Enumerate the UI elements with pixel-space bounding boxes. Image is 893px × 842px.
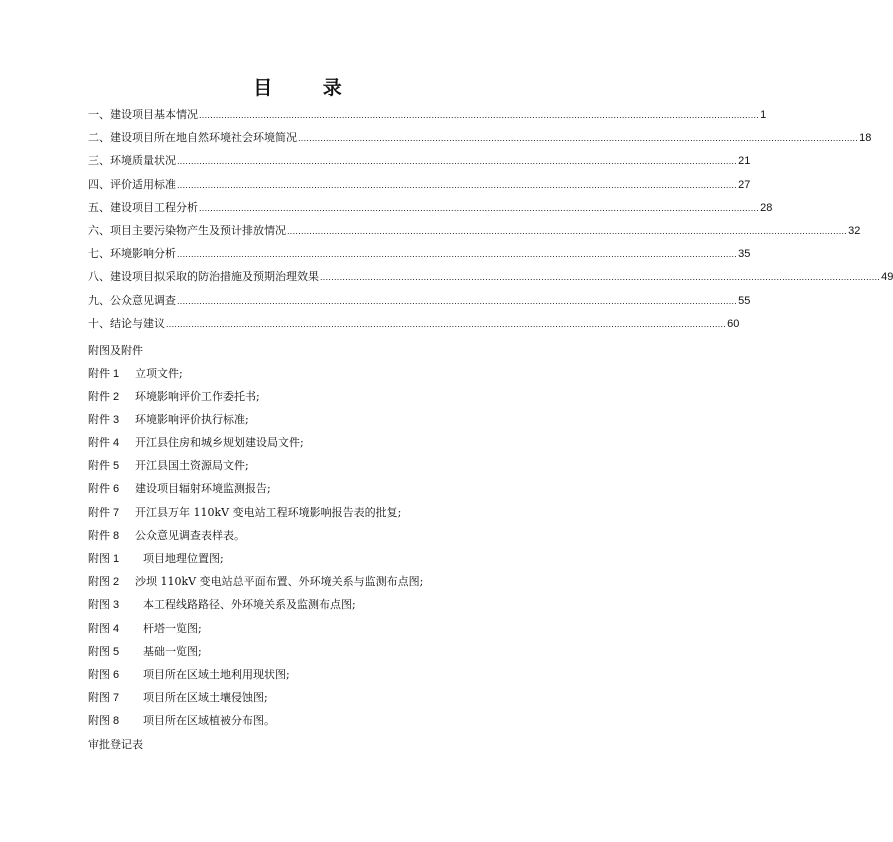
toc-leader-dots: ........................................................................................................................................................................................................ <box>166 318 727 329</box>
toc-leader-dots: ........................................................................................................................................................................................................ <box>298 133 859 144</box>
figure-item <box>88 643 202 659</box>
toc-entry-label: 七、环境影响分析 <box>88 247 176 261</box>
attachment-text: 开江县万年 110kV 变电站工程环境影响报告表的批复; <box>135 506 402 519</box>
toc-entry-page: 35 <box>738 248 751 261</box>
figure-text: 项目所在区域土地利用现状图; <box>143 668 290 681</box>
figure-item <box>88 550 224 566</box>
figure-text: 沙坝 110kV 变电站总平面布置、外环境关系与监测布点图; <box>135 575 424 588</box>
figure-text: 本工程线路路径、外环境关系及监测布点图; <box>143 598 356 611</box>
attachment-item <box>88 434 304 450</box>
attachment-text: 立项文件; <box>135 367 183 380</box>
figure-text: 项目地理位置图; <box>143 552 224 565</box>
toc-entry[interactable] <box>88 315 740 338</box>
attachment-item <box>88 504 401 520</box>
attachment-text: 开江县国土资源局文件; <box>135 459 249 472</box>
figure-item <box>88 666 290 682</box>
toc-entry[interactable] <box>88 199 773 222</box>
figure-item <box>88 689 268 705</box>
toc-leader-dots: ........................................................................................................................................................................................................ <box>287 225 848 236</box>
toc-entry-label: 五、建设项目工程分析 <box>88 200 198 214</box>
attachment-item <box>88 388 260 404</box>
attachment-number: 附件 5 <box>88 460 120 472</box>
figure-number: 附图 2 <box>88 576 120 588</box>
figure-text: 杆塔一览图; <box>143 622 202 635</box>
figure-number: 附图 8 <box>88 715 120 727</box>
attachment-number: 附件 6 <box>88 483 120 495</box>
toc-leader-dots: ........................................................................................................................................................................................................ <box>199 110 760 120</box>
toc-entry[interactable] <box>88 222 861 245</box>
toc-entry[interactable] <box>88 245 751 268</box>
toc-entry-page: 60 <box>727 317 740 330</box>
attachment-text: 环境影响评价工作委托书; <box>135 390 260 403</box>
toc-entry[interactable] <box>88 106 767 129</box>
figure-item <box>88 596 356 612</box>
toc-leader-dots: ........................................................................................................................................................................................................ <box>199 202 760 213</box>
toc-entry[interactable] <box>88 176 751 199</box>
toc-entry[interactable] <box>88 292 751 315</box>
toc-entry-page: 21 <box>738 155 751 168</box>
toc-entry-page: 49 <box>881 271 893 284</box>
toc-entry[interactable] <box>88 129 872 152</box>
toc-entry-label: 九、公众意见调查 <box>88 293 176 307</box>
toc-entry-label: 四、评价适用标准 <box>88 177 176 191</box>
attachment-number: 附件 3 <box>88 414 120 426</box>
toc-entry-page: 18 <box>859 132 872 145</box>
approval-registration-form: 审批登记表 <box>88 738 143 751</box>
attachment-item <box>88 527 245 543</box>
attachment-text: 公众意见调查表样表。 <box>135 529 245 542</box>
attachment-text: 环境影响评价执行标准; <box>135 413 249 426</box>
attachment-item <box>88 457 249 473</box>
attachment-number: 附件 7 <box>88 507 120 519</box>
attachment-text: 开江县住房和城乡规划建设局文件; <box>135 436 304 449</box>
attachment-item <box>88 365 183 381</box>
toc-entry-page: 27 <box>738 178 751 191</box>
toc-entry-label: 六、项目主要污染物产生及预计排放情况 <box>88 223 286 237</box>
toc-entry-label: 十、结论与建议 <box>88 316 165 330</box>
toc-leader-dots: ........................................................................................................................................................................................................ <box>177 295 738 306</box>
figure-text: 项目所在区域植被分布图。 <box>143 714 275 727</box>
figure-number: 附图 7 <box>88 692 120 704</box>
toc-entry-label: 八、建设项目拟采取的防治措施及预期治理效果 <box>88 270 319 284</box>
attachment-number: 附件 1 <box>88 368 120 380</box>
attachment-number: 附件 2 <box>88 391 120 403</box>
figure-item <box>88 712 275 728</box>
toc-entry-page: 1 <box>760 109 767 121</box>
toc-entry[interactable] <box>88 152 751 175</box>
figure-number: 附图 1 <box>88 553 120 565</box>
toc-leader-dots: ........................................................................................................................................................................................................ <box>177 156 738 167</box>
toc-leader-dots: ........................................................................................................................................................................................................ <box>320 272 881 283</box>
figure-number: 附图 6 <box>88 669 120 681</box>
attachment-item <box>88 480 271 496</box>
toc-leader-dots: ........................................................................................................................................................................................................ <box>177 179 738 190</box>
toc-entry-page: 32 <box>848 224 861 237</box>
toc-entry-page: 28 <box>760 201 773 214</box>
toc-entry[interactable] <box>88 268 893 291</box>
toc-entry-page: 55 <box>738 294 751 307</box>
figure-number: 附图 3 <box>88 599 120 611</box>
figure-number: 附图 4 <box>88 623 120 635</box>
table-of-contents <box>88 106 893 338</box>
figure-text: 项目所在区域土壤侵蚀图; <box>143 691 268 704</box>
figure-item <box>88 573 423 589</box>
toc-entry-label: 一、建设项目基本情况 <box>88 108 198 121</box>
figure-text: 基础一览图; <box>143 645 202 658</box>
figure-item <box>88 620 202 636</box>
toc-leader-dots: ........................................................................................................................................................................................................ <box>177 249 738 260</box>
attachment-number: 附件 8 <box>88 530 120 542</box>
attachment-text: 建设项目辐射环境监测报告; <box>135 482 271 495</box>
attachment-item <box>88 411 249 427</box>
appendix-heading: 附图及附件 <box>88 344 143 357</box>
toc-entry-label: 三、环境质量状况 <box>88 154 176 168</box>
figure-number: 附图 5 <box>88 646 120 658</box>
toc-entry-label: 二、建设项目所在地自然环境社会环境简况 <box>88 131 297 145</box>
attachment-number: 附件 4 <box>88 437 120 449</box>
page-title: 目 录 <box>253 77 364 99</box>
